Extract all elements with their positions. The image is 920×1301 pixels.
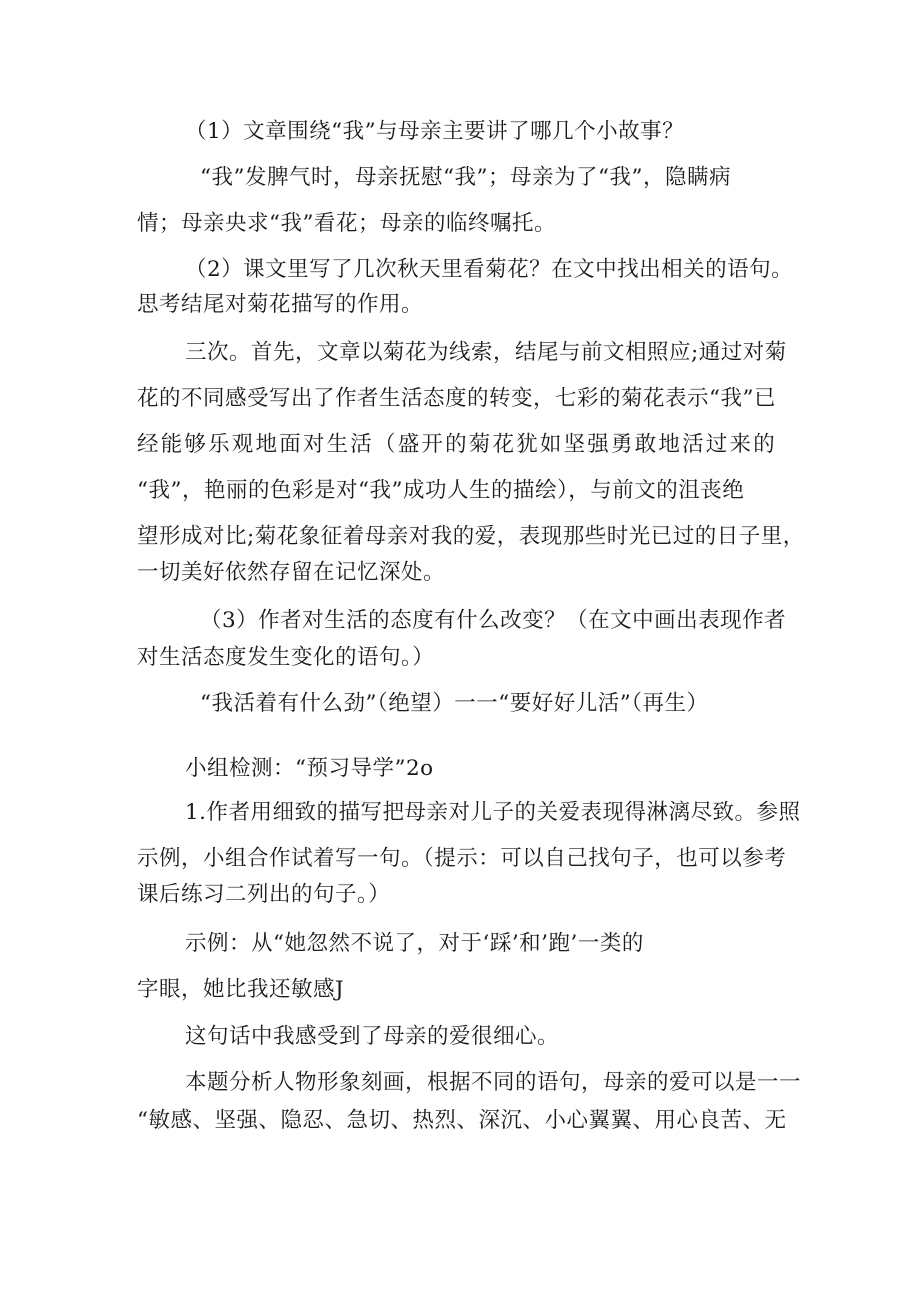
example-line-1: 示例：从“她忽然不说了，对于‘踩’和’跑’一类的 <box>185 931 644 956</box>
answer-2-line-6: 一切美好依然存留在记忆深处。 <box>137 560 446 585</box>
answer-1-line-1: “我”发脾气时，母亲抚慰“我”；母亲为了“我”，隐瞒病 <box>200 165 731 190</box>
analysis-line-2: “敏感、坚强、隐忍、急切、热烈、深沉、小心翼翼、用心良苦、无 <box>137 1108 787 1133</box>
question-3-line-2: 对生活态度发生变化的语句。） <box>137 645 435 670</box>
group-check-heading: 小组检测：“预习导学”2o <box>185 756 434 781</box>
exercise-1-line-3: 课后练习二列出的句子。） <box>137 882 391 907</box>
exercise-1-line-1: 1.作者用细致的描写把母亲对儿子的关爱表现得淋漓尽致。参照 <box>185 800 801 825</box>
question-2-line-2: 思考结尾对菊花描写的作用。 <box>137 292 424 317</box>
analysis-line-1: 本题分析人物形象刻画，根据不同的语句，母亲的爱可以是一一 <box>185 1070 802 1095</box>
question-3-line-1: （3）作者对生活的态度有什么改变？（在文中画出表现作者 <box>200 608 787 633</box>
example-line-3: 这句话中我感受到了母亲的爱很细心。 <box>185 1024 560 1049</box>
question-1: （1）文章围绕“我”与母亲主要讲了哪几个小故事？ <box>185 119 685 144</box>
answer-2-line-5: 望形成对比;菊花象征着母亲对我的爱，表现那些时光已过的日子里， <box>137 524 805 549</box>
question-2-line-1: （2）课文里写了几次秋天里看菊花？在文中找出相关的语句。 <box>185 257 794 282</box>
answer-2-line-4: “我”，艳丽的色彩是对“我”成功人生的描绘），与前文的沮丧绝 <box>137 478 745 503</box>
answer-2-line-3: 经能够乐观地面对生活（盛开的菊花犹如坚强勇敢地活过来的 <box>137 432 777 457</box>
example-line-2: 字眼，她比我还敏感J <box>137 977 345 1002</box>
answer-3: “我活着有什么劲”（绝望）一一“要好好儿活”（再生） <box>200 691 709 716</box>
exercise-1-line-2: 示例，小组合作试着写一句。（提示：可以自己找句子，也可以参考 <box>137 846 787 871</box>
answer-2-line-2: 花的不同感受写出了作者生活态度的转变，七彩的菊花表示“我”已 <box>137 386 776 411</box>
answer-2-line-1: 三次。首先，文章以菊花为线索，结尾与前文相照应;通过对菊 <box>185 340 787 365</box>
answer-1-line-2: 情；母亲央求“我”看花；母亲的临终嘱托。 <box>137 211 556 236</box>
